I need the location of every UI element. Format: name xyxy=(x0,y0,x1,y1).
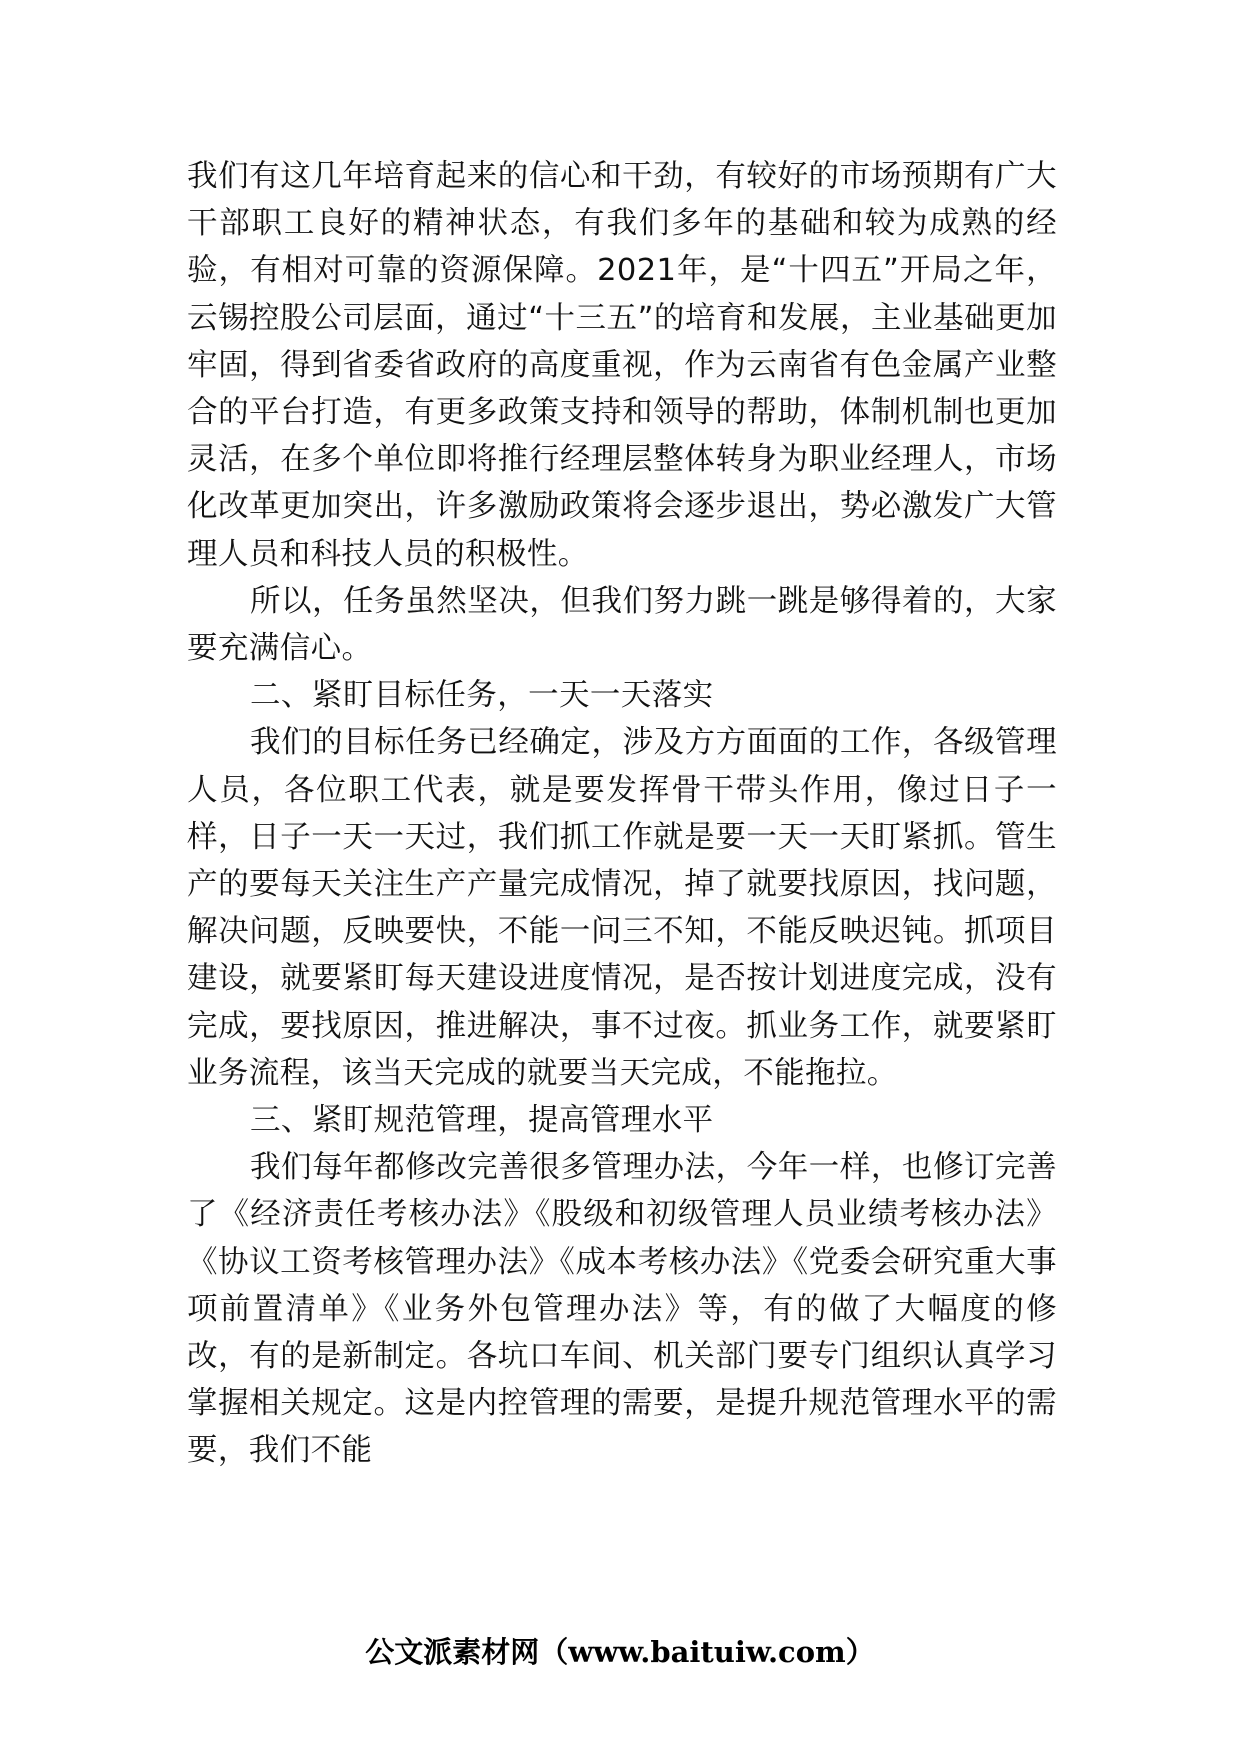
paragraph-confidence-basis: 我们有这几年培育起来的信心和干劲，有较好的市场预期有广大干部职工良好的精神状态，有我们多年的基础和较为成熟的经验，有相对可靠的资源保障。2021年，是“十四五”开局之年，云锡控股公司层面，通过“十三五”的培育和发展，主业基础更加牢固，得到省委省政府的高度重视，作为云南省有色金属产业整合的平台打造，有更多政策支持和领导的帮助，体制机制也更加灵活，在多个单位即将推行经理层整体转身为职业经理人，市场化改革更加突出，许多激励政策将会逐步退出，势必激发广大管理人员和科技人员的积极性。 xyxy=(187,159,1057,572)
section-heading-3: 三、紧盯规范管理，提高管理水平 xyxy=(250,1103,714,1139)
paragraph-encouragement: 所以，任务虽然坚决，但我们努力跳一跳是够得着的，大家要充满信心。 xyxy=(187,583,1057,667)
footer-watermark-text: 公文派素材网（www.baituiw.com） xyxy=(365,1635,875,1669)
paragraph-daily-implementation: 我们的目标任务已经确定，涉及方方面面的工作，各级管理人员，各位职工代表，就是要发挥骨干带头作用，像过日子一样，日子一天一天过，我们抓工作就是要一天一天盯紧抓。管生产的要每天关注生产产量完成情况，掉了就要找原因，找问题，解决问题，反映要快，不能一问三不知，不能反映迟钝。抓项目建设，就要紧盯每天建设进度情况，是否按计划进度完成，没有完成，要找原因，推进解决，事不过夜。抓业务工作，就要紧盯业务流程，该当天完成的就要当天完成，不能拖拉。 xyxy=(187,725,1057,1091)
paragraph-management-rules: 我们每年都修改完善很多管理办法，今年一样，也修订完善了《经济责任考核办法》《股级和初级管理人员业绩考核办法》《协议工资考核管理办法》《成本考核办法》《党委会研究重大事项前置清单》《业务外包管理办法》等，有的做了大幅度的修改，有的是新制定。各坑口车间、机关部门要专门组织认真学习掌握相关规定。这是内控管理的需要，是提升规范管理水平的需要，我们不能 xyxy=(187,1150,1057,1469)
document-body xyxy=(187,153,1057,1475)
section-heading-2: 二、紧盯目标任务，一天一天落实 xyxy=(250,678,714,714)
